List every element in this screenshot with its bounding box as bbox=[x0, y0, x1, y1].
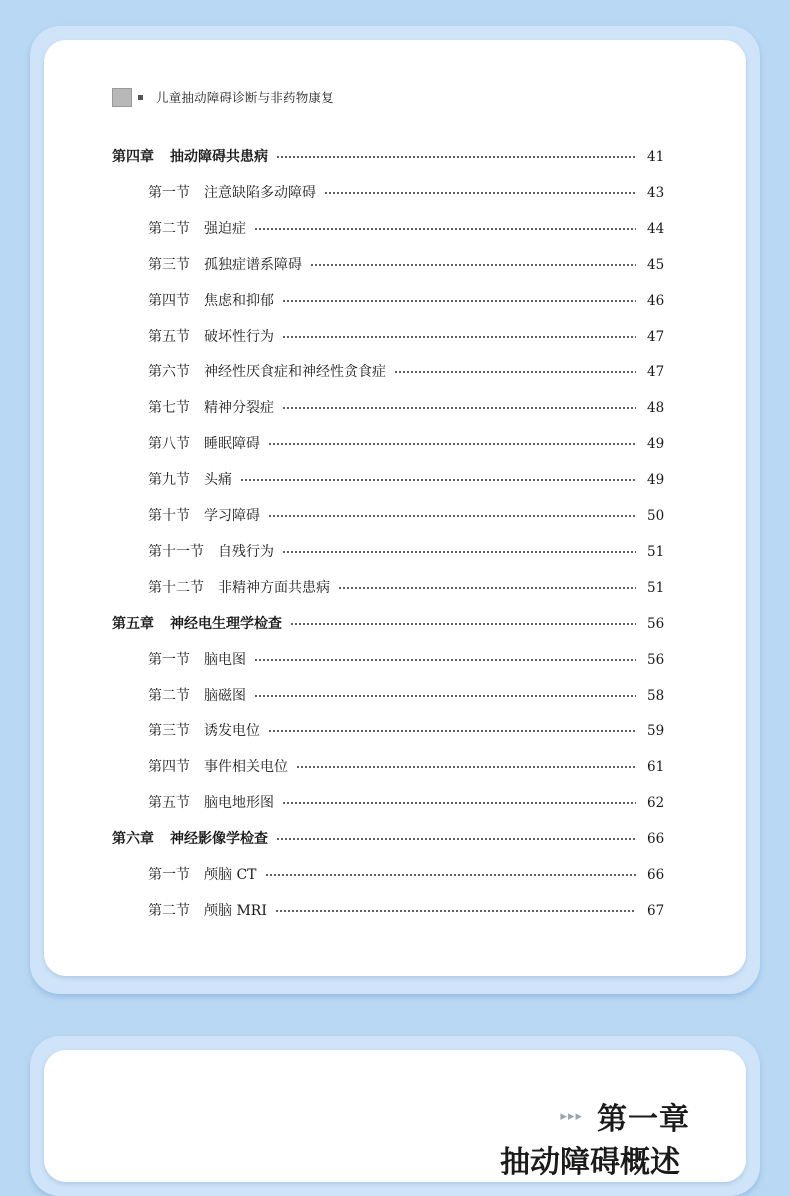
toc-section-row bbox=[44, 793, 746, 813]
section-number: 第六节 bbox=[148, 364, 190, 381]
toc-section-row bbox=[44, 291, 746, 311]
section-title: 非精神方面共患病 bbox=[218, 579, 330, 596]
page-number: 56 bbox=[647, 615, 665, 632]
section-title: 脑磁图 bbox=[204, 687, 246, 704]
toc-entry-label bbox=[112, 829, 268, 849]
running-header bbox=[112, 86, 334, 108]
section-title: 脑电地形图 bbox=[204, 795, 274, 812]
toc-section-row bbox=[44, 506, 746, 526]
section-title: 颅脑 CT bbox=[204, 867, 257, 883]
dot-leader bbox=[268, 443, 636, 445]
section-title: 注意缺陷多动障碍 bbox=[204, 184, 316, 201]
toc-section-row bbox=[44, 542, 746, 562]
toc-entry-label bbox=[148, 470, 232, 490]
toc-entry-label bbox=[148, 721, 260, 741]
triple-arrow-icon: ▸▸▸ bbox=[560, 1108, 583, 1124]
section-number: 第七节 bbox=[148, 400, 190, 417]
page-number: 61 bbox=[647, 759, 665, 776]
page-number: 51 bbox=[647, 543, 665, 560]
toc-entry-label bbox=[148, 398, 274, 418]
toc-entry-label bbox=[148, 327, 274, 347]
dot-leader bbox=[282, 336, 636, 338]
section-number: 第一节 bbox=[148, 184, 190, 201]
toc-entry-label bbox=[148, 865, 257, 885]
chapter-heading-text: 第一章 bbox=[597, 1102, 690, 1137]
section-title: 精神分裂症 bbox=[204, 400, 274, 417]
toc-section-row bbox=[44, 721, 746, 741]
toc-entry-label bbox=[148, 183, 316, 203]
section-number: 第一节 bbox=[148, 867, 190, 883]
toc-section-row bbox=[44, 901, 746, 921]
page-number: 62 bbox=[647, 795, 665, 812]
toc-entry-label bbox=[112, 147, 268, 167]
dot-leader bbox=[310, 264, 636, 266]
toc-entry-label bbox=[148, 793, 274, 813]
dot-leader bbox=[254, 228, 636, 230]
page-number: 66 bbox=[647, 831, 665, 848]
chapter-title: 抽动障碍共患病 bbox=[170, 149, 268, 165]
dot-leader bbox=[394, 371, 636, 373]
header-block-icon bbox=[112, 88, 132, 107]
section-title: 睡眠障碍 bbox=[204, 436, 260, 453]
dot-leader bbox=[240, 479, 636, 481]
chapter-number: 第四章 bbox=[112, 149, 154, 165]
header-square-icon bbox=[138, 95, 143, 100]
toc-chapter-row bbox=[44, 614, 746, 634]
toc-entry-label bbox=[148, 901, 267, 921]
section-number: 第四节 bbox=[148, 292, 190, 309]
toc-entry-label bbox=[148, 686, 246, 706]
section-number: 第三节 bbox=[148, 723, 190, 740]
toc-section-row bbox=[44, 398, 746, 418]
toc-entry-label bbox=[148, 578, 330, 598]
next-page bbox=[44, 1050, 746, 1182]
page-number: 47 bbox=[647, 364, 665, 381]
toc-chapter-row bbox=[44, 147, 746, 167]
dot-leader bbox=[275, 910, 636, 912]
chapter-subtitle-text: 抽动障碍概述 bbox=[500, 1145, 680, 1180]
page-number: 45 bbox=[647, 256, 665, 273]
page-number: 58 bbox=[647, 687, 665, 704]
toc-entry-label bbox=[148, 255, 302, 275]
section-number: 第三节 bbox=[148, 256, 190, 273]
section-number: 第十节 bbox=[148, 508, 190, 524]
dot-leader bbox=[290, 623, 636, 625]
dot-leader bbox=[282, 551, 636, 553]
page-number: 46 bbox=[647, 292, 665, 309]
dot-leader bbox=[338, 587, 636, 589]
section-number: 第二节 bbox=[148, 687, 190, 704]
toc-section-row bbox=[44, 327, 746, 347]
page-number: 48 bbox=[647, 400, 665, 417]
section-title: 学习障碍 bbox=[204, 508, 260, 524]
toc-entry-label bbox=[112, 614, 282, 634]
section-title: 焦虑和抑郁 bbox=[204, 292, 274, 309]
section-number: 第五节 bbox=[148, 795, 190, 812]
section-number: 第四节 bbox=[148, 759, 190, 776]
section-title: 颅脑 MRI bbox=[204, 902, 267, 919]
page-number: 51 bbox=[647, 579, 665, 596]
dot-leader bbox=[268, 515, 636, 517]
page-number: 67 bbox=[647, 902, 665, 919]
section-number: 第十一节 bbox=[148, 543, 204, 560]
toc-page-frame bbox=[30, 26, 760, 994]
toc-entry-label bbox=[148, 650, 246, 670]
section-number: 第八节 bbox=[148, 436, 190, 453]
dot-leader bbox=[265, 874, 636, 876]
page-number: 49 bbox=[647, 472, 665, 489]
toc-entry-label bbox=[148, 362, 386, 382]
dot-leader bbox=[254, 659, 636, 661]
section-number: 第九节 bbox=[148, 472, 190, 489]
toc-section-row bbox=[44, 757, 746, 777]
book-title: 儿童抽动障碍诊断与非药物康复 bbox=[156, 90, 334, 105]
section-title: 诱发电位 bbox=[204, 723, 260, 740]
chapter-title: 神经电生理学检查 bbox=[170, 615, 282, 632]
page-number: 56 bbox=[647, 651, 665, 668]
toc-entry-label bbox=[148, 757, 288, 777]
dot-leader bbox=[324, 192, 636, 194]
dot-leader bbox=[282, 802, 636, 804]
page-number: 66 bbox=[647, 867, 665, 883]
chapter-title: 神经影像学检查 bbox=[170, 831, 268, 848]
chapter-number: 第五章 bbox=[112, 615, 154, 632]
page-number: 47 bbox=[647, 328, 665, 345]
toc-section-row bbox=[44, 650, 746, 670]
page-number: 50 bbox=[647, 508, 665, 524]
chapter-heading bbox=[560, 1094, 690, 1138]
page-number: 43 bbox=[647, 184, 665, 201]
chapter-number: 第六章 bbox=[112, 831, 154, 848]
section-number: 第二节 bbox=[148, 220, 190, 237]
section-title: 头痛 bbox=[204, 472, 232, 489]
section-title: 神经性厌食症和神经性贪食症 bbox=[204, 364, 386, 381]
section-number: 第十二节 bbox=[148, 579, 204, 596]
toc-section-row bbox=[44, 219, 746, 239]
dot-leader bbox=[282, 407, 636, 409]
dot-leader bbox=[296, 766, 636, 768]
toc-section-row bbox=[44, 183, 746, 203]
toc-section-row bbox=[44, 255, 746, 275]
section-title: 自残行为 bbox=[218, 543, 274, 560]
section-number: 第一节 bbox=[148, 651, 190, 668]
toc-entry-label bbox=[148, 291, 274, 311]
toc-page bbox=[44, 40, 746, 976]
dot-leader bbox=[282, 300, 636, 302]
toc-entry-label bbox=[148, 434, 260, 454]
toc-entry-label bbox=[148, 542, 274, 562]
toc-section-row bbox=[44, 686, 746, 706]
toc-section-row bbox=[44, 865, 746, 885]
dot-leader bbox=[276, 156, 636, 158]
section-number: 第二节 bbox=[148, 902, 190, 919]
section-number: 第五节 bbox=[148, 328, 190, 345]
page-number: 44 bbox=[647, 220, 665, 237]
section-title: 事件相关电位 bbox=[204, 759, 288, 776]
toc-section-row bbox=[44, 434, 746, 454]
toc-entry-label bbox=[148, 219, 246, 239]
toc-chapter-row bbox=[44, 829, 746, 849]
dot-leader bbox=[276, 838, 636, 840]
section-title: 破坏性行为 bbox=[204, 328, 274, 345]
dot-leader bbox=[268, 730, 636, 732]
toc-section-row bbox=[44, 578, 746, 598]
section-title: 脑电图 bbox=[204, 651, 246, 668]
toc-entry-label bbox=[148, 506, 260, 526]
section-title: 强迫症 bbox=[204, 220, 246, 237]
chapter-subtitle-cut bbox=[500, 1145, 690, 1180]
section-title: 孤独症谱系障碍 bbox=[204, 256, 302, 273]
toc-section-row bbox=[44, 362, 746, 382]
next-page-frame bbox=[30, 1036, 760, 1196]
page-number: 59 bbox=[647, 723, 665, 740]
dot-leader bbox=[254, 695, 636, 697]
toc-section-row bbox=[44, 470, 746, 490]
page-number: 49 bbox=[647, 436, 665, 453]
page-number: 41 bbox=[647, 149, 665, 165]
